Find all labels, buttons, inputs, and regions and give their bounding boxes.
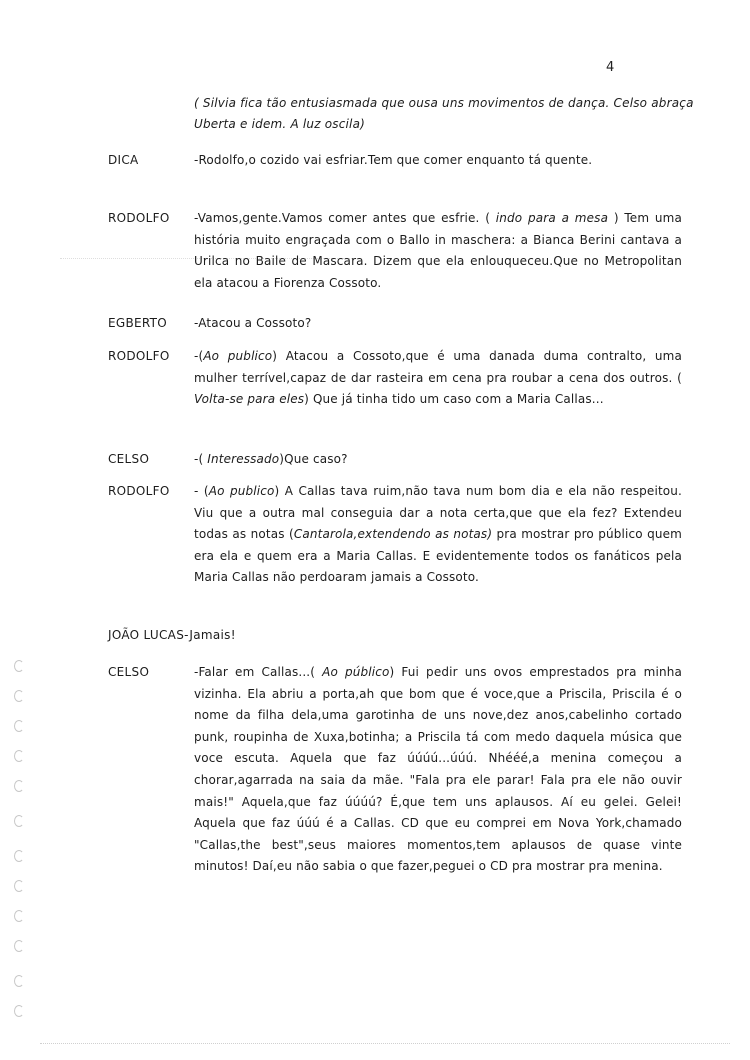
speaker-name: DICA (108, 153, 139, 167)
inline-stage-direction: indo para a mesa (490, 211, 614, 225)
speech-text: -Jamais! (184, 628, 236, 642)
speech-text: -Rodolfo,o cozido vai esfriar.Tem que comer enquanto tá quente. (194, 153, 593, 167)
speech-segment: )Que caso? (279, 452, 348, 466)
speech-segment: ) Atacou a Cossoto,que é uma danada duma contralto, uma mulher terrível,capaz de dar rasteira em cena pra roubar a cena dos outros. ( (194, 349, 683, 385)
speech-segment: - ( (194, 484, 209, 498)
margin-mark (14, 660, 24, 672)
speaker-line (108, 628, 236, 642)
margin-mark (14, 815, 24, 827)
speaker-name: RODOLFO (108, 211, 170, 225)
margin-mark (14, 720, 24, 732)
speech-segment: -( (194, 452, 208, 466)
margin-mark (14, 850, 24, 862)
opening-stage-direction: ( Silvia fica tão entusiasmada que ousa uns movimentos de dança. Celso abraça Uberta e idem. A luz oscila) (194, 96, 694, 131)
speech-text (194, 662, 682, 878)
scan-artifact-line (40, 1043, 730, 1044)
speaker-name: CELSO (108, 665, 150, 679)
speech-segment: -Vamos,gente.Vamos comer antes que esfrie. ( (194, 211, 491, 225)
speech-text (194, 481, 682, 589)
speech-text (194, 346, 682, 411)
speech-text (194, 449, 682, 471)
margin-mark (14, 975, 24, 987)
speech-segment: pra mostrar pro público quem era ela e quem era a Maria Callas. E evidentemente todos os fanáticos pela Maria Callas não perdoaram jamais a Cossoto. (194, 527, 682, 585)
speech-text (194, 208, 682, 294)
speech-segment: -( (194, 349, 204, 363)
inline-stage-direction: Interessado (207, 452, 280, 466)
speech-segment: ) Que já tinha tido um caso com a Maria Callas... (304, 392, 604, 407)
page-number: 4 (606, 60, 615, 75)
inline-stage-direction: Ao público (322, 665, 390, 679)
inline-stage-direction: Volta-se para eles (194, 392, 305, 407)
margin-mark (14, 690, 24, 702)
speaker-name: EGBERTO (108, 316, 168, 330)
speech-segment: ) Tem uma história muito engraçada com o Ballo in maschera: a Bianca Berini cantava a Urilca no Baile de Mascara. Dizem que ela enlouqueceu.Que no Metropolitan ela atacou a Fiorenza Cossoto. (194, 211, 682, 290)
speech-segment: ) A Callas tava ruim,não tava num bom dia e ela não respeitou. Viu que a outra mal conseguia dar a nota certa,que que ela fez? Extendeu todas as notas ( (194, 484, 683, 542)
speaker-name: RODOLFO (108, 484, 170, 498)
speech-segment: ) Fui pedir uns ovos emprestados pra minha vizinha. Ela abriu a porta,ah que bom que é voce,que a Priscila, Priscila é o nome da filha dela,uma garotinha de uns nove,dez anos,cabelinho cortado punk, roupinha de Xuxa,botinha; a Priscila tá com medo daquela música que voce escuta. Aquela que faz úúúú...úúú. Nhééé,a menina começou a chorar,agarrada na saia da mãe. "Fala pra ele parar! Fala pra ele não ouvir mais!" Aquela,que faz úúúú? É,que tem uns aplausos. Aí eu gelei. Gelei! Aquela que faz úúú é a Callas. CD que eu comprei em Nova York,chamado "Callas,the best",seus maiores momentos,tem aplausos de quase vinte minutos! Daí,eu não sabia o que fazer,peguei o CD pra mostrar pra menina. (194, 665, 683, 874)
speaker-name: JOÃO LUCAS (108, 628, 185, 642)
margin-mark (14, 750, 24, 762)
speaker-name: CELSO (108, 452, 150, 466)
speaker-name: RODOLFO (108, 349, 170, 363)
margin-mark (14, 940, 24, 952)
margin-mark (14, 1005, 24, 1017)
speech-segment: -Falar em Callas...( (194, 665, 323, 679)
inline-stage-direction: Ao publico (208, 484, 275, 498)
speech-text: -Atacou a Cossoto? (194, 316, 312, 330)
margin-mark (14, 910, 24, 922)
inline-stage-direction: Cantarola,extendendo as notas) (293, 527, 493, 542)
margin-mark (14, 780, 24, 792)
inline-stage-direction: Ao publico (203, 349, 273, 363)
margin-mark (14, 880, 24, 892)
